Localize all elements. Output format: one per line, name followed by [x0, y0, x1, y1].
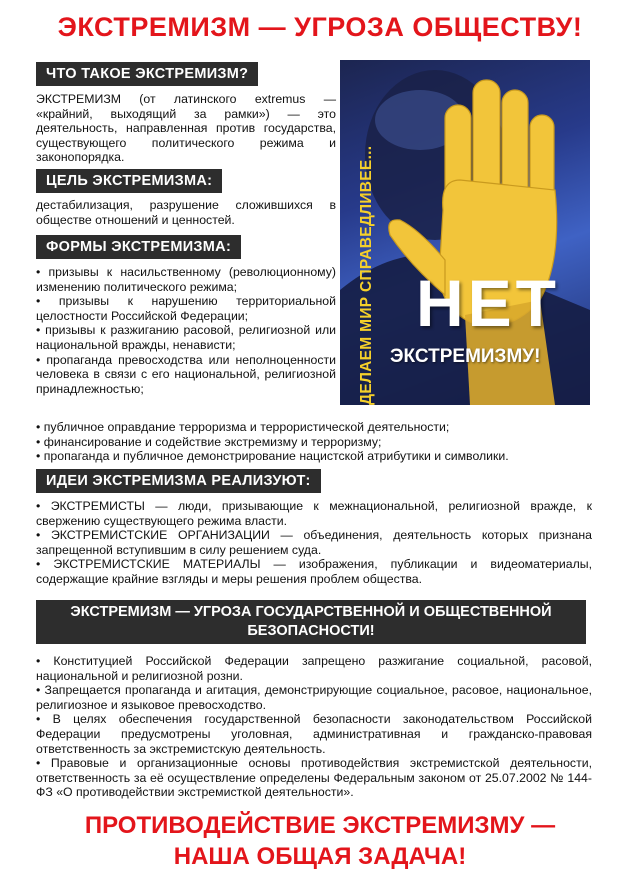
heading-threat [36, 600, 586, 644]
goal-text: дестабилизация, разрушение сложившихся в обществе отношений и ценностей. [36, 198, 336, 227]
footer-line1: ПРОТИВОДЕЙСТВИЕ ЭКСТРЕМИЗМУ — [84, 812, 556, 839]
list-item: • Запрещается пропаганда и агитация, демонстрирующие социальное, расовое, национальное, религиозное и языковое превосходство. [36, 683, 592, 712]
poster-image [340, 60, 590, 405]
list-item: • Правовые и организационные основы противодействия экстремистской деятельности, ответственность за её осуществление определены Федеральным законом от 25.07.2002 № 144-ФЗ «О противодействии экстремисткой деятельности». [36, 756, 592, 800]
main-title: ЭКСТРЕМИЗМ — УГРОЗА ОБЩЕСТВУ! [57, 12, 583, 42]
list-item: • ЭКСТРЕМИСТЫ — люди, призывающие к межнациональной, религиозной вражде, к свержению существующего режима власти. [36, 499, 592, 528]
ideas-list [36, 499, 592, 587]
list-item: • пропаганда и публичное демонстрирование нацистской атрибутики и символики. [36, 449, 592, 464]
list-item: • финансирование и содействие экстремизму и терроризму; [36, 435, 592, 450]
poster-slogan: ДЕЛАЕМ МИР СПРАВЕДЛИВЕЕ... [358, 145, 375, 405]
list-item: • В целях обеспечения государственной безопасности законодательством Российской Федерации предусмотрены уголовная, административная и гражданско-правовая ответственность за экстремистскую деятельность. [36, 712, 592, 756]
poster-net-word: НЕТ [416, 266, 560, 340]
list-item: • призывы к насильственному (революционному) изменению политического режима; [36, 265, 336, 294]
list-item: • ЭКСТРЕМИСТСКИЕ ОРГАНИЗАЦИИ — объединения, деятельность которых признана запрещенной вступившим в силу решением суда. [36, 528, 592, 557]
forms-list [36, 265, 336, 396]
heading-ideas: ИДЕИ ЭКСТРЕМИЗМА РЕАЛИЗУЮТ: [36, 469, 321, 493]
list-item: • пропаганда превосходства или неполноценности человека в связи с его национальной, религиозной принадлежностью; [36, 353, 336, 397]
heading-goal: ЦЕЛЬ ЭКСТРЕМИЗМА: [36, 169, 222, 193]
heading-threat-line1: ЭКСТРЕМИЗМ — УГРОЗА ГОСУДАРСТВЕННОЙ И ОБЩЕСТВЕННОЙ [70, 604, 552, 620]
heading-what: ЧТО ТАКОЕ ЭКСТРЕМИЗМ? [36, 62, 258, 86]
list-item: • призывы к нарушению территориальной целостности Российской Федерации; [36, 294, 336, 323]
threat-list [36, 654, 592, 800]
poster-extremism-word: ЭКСТРЕМИЗМУ! [390, 346, 541, 367]
what-text: ЭКСТРЕМИЗМ (от латинского extremus — «крайний, выходящий за рамки») — это деятельность, направленная против государства, существующего политического режима и законопорядка. [36, 92, 336, 165]
list-item: • призывы к разжиганию расовой, религиозной или национальной вражды, ненависти; [36, 323, 336, 352]
heading-forms: ФОРМЫ ЭКСТРЕМИЗМА: [36, 235, 241, 259]
list-item: • публичное оправдание терроризма и террористической деятельности; [36, 420, 592, 435]
list-item: • ЭКСТРЕМИСТСКИЕ МАТЕРИАЛЫ — изображения, публикации и видеоматериалы, содержащие крайние взгляды и меры решения проблем общества. [36, 557, 592, 586]
footer-line2: НАША ОБЩАЯ ЗАДАЧА! [173, 843, 467, 870]
heading-threat-line2: БЕЗОПАСНОСТИ! [247, 623, 375, 639]
forms-list-wide [36, 420, 592, 464]
list-item: • Конституцией Российской Федерации запрещено разжигание социальной, расовой, национальной и религиозной розни. [36, 654, 592, 683]
